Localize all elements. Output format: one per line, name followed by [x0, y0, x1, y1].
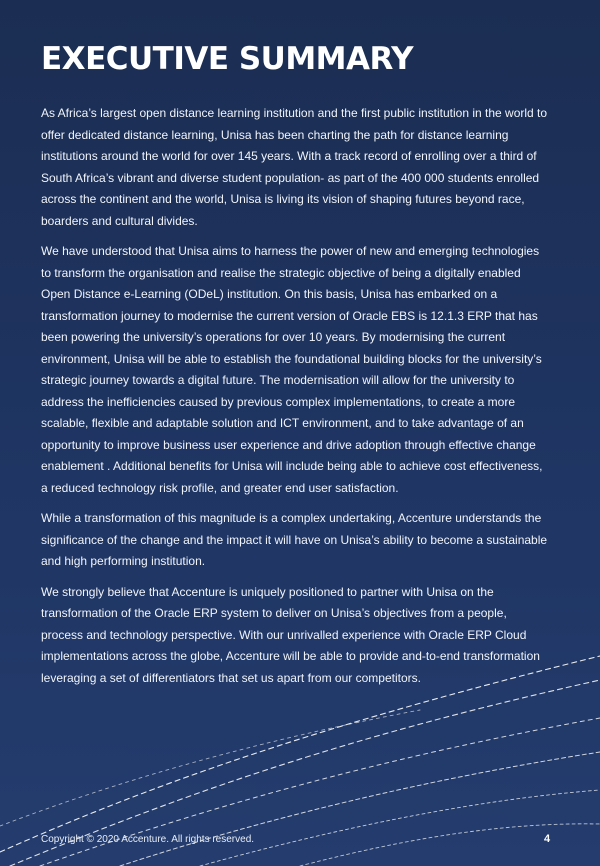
- page-title: EXECUTIVE SUMMARY: [41, 41, 414, 77]
- wave-line: [200, 790, 600, 866]
- wave-line: [300, 824, 600, 866]
- paragraph: As Africa’s largest open distance learning institution and the first public institution in the world to offer dedicated distance learning, Unisa has been charting the path for distance learning institutions around the world for over 145 years. With a track record of enrolling over a third of South Africa’s vibrant and diverse student population- as part of the 400 000 students enrolled across the continent and the world, Unisa is living its vision of shaping futures beyond race, boarders and cultural divides.: [41, 106, 548, 228]
- decorative-waves: [0, 640, 600, 866]
- wave-line: [0, 710, 420, 826]
- wave-line: [0, 656, 600, 852]
- page-number: 4: [544, 833, 551, 845]
- paragraph: While a transformation of this magnitude is a complex undertaking, Accenture understands the significance of the change and the impact it will have on Unisa’s ability to become a sustainable and high performing institution.: [41, 511, 548, 568]
- paragraph: We have understood that Unisa aims to harness the power of new and emerging technologies to transform the organisation and realise the strategic objective of being a digitally enabled Open Distance e-Learning (ODeL) institution. On this basis, Unisa has embarked on a transformation journey to modernise the current version of Oracle EBS is 12.1.3 ERP that has been powering the university’s operations for over 10 years. By modernising the current environment, Unisa will be able to establish the foundational building blocks for the university’s strategic journey towards a digital future. The modernisation will allow for the university to address the inefficiencies caused by previous complex implementations, to create a more scalable, flexible and adaptable solution and ICT environment, and to take advantage of an opportunity to improve business user experience and drive adoption through effective change enablement . Additional benefits for Unisa will include being able to achieve cost effectiveness, a reduced technology risk profile, and greater end user satisfaction.: [41, 244, 543, 495]
- copyright-footer: Copyright © 2020 Accenture. All rights reserved.: [41, 834, 255, 845]
- wave-line: [120, 752, 600, 866]
- body-text: [41, 103, 551, 698]
- paragraph: We strongly believe that Accenture is uniquely positioned to partner with Unisa on the transformation of the Oracle ERP system to deliver on Unisa’s objectives from a people, process and technology perspective. With our unrivalled experience with Oracle ERP Cloud implementations across the globe, Accenture will be able to provide and-to-end transformation leveraging a set of differentiators that set us apart from our competitors.: [41, 584, 540, 685]
